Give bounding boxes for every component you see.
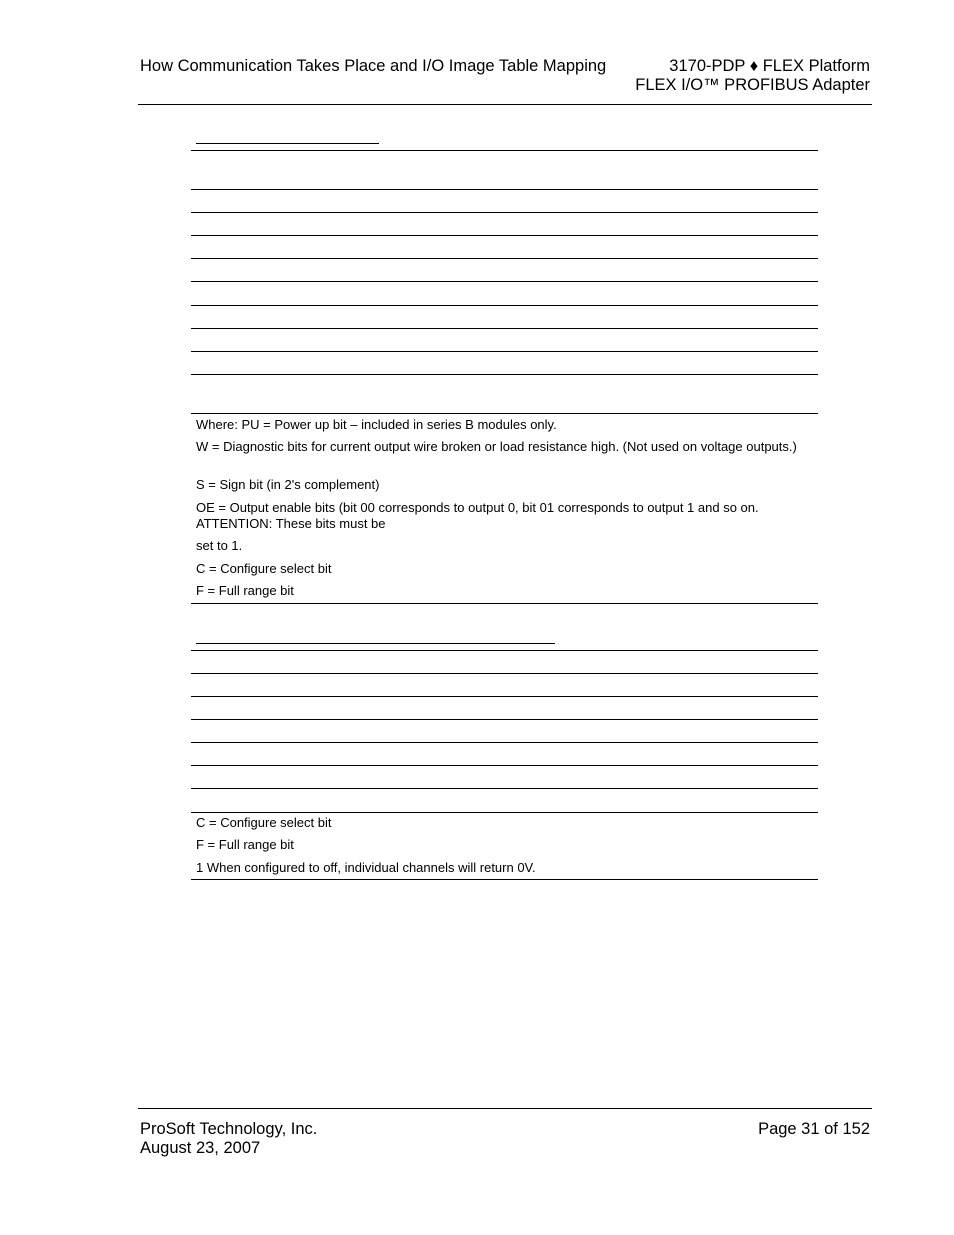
table-2-rule — [191, 673, 818, 674]
header-rule — [138, 104, 872, 105]
table-2-rule — [191, 742, 818, 743]
table-1-rule — [191, 305, 818, 306]
table-1-rule — [191, 281, 818, 282]
table-1-rule — [191, 351, 818, 352]
table-1-rule — [191, 413, 818, 414]
footer-date: August 23, 2007 — [140, 1139, 261, 1157]
table-2-note: 1 When configured to off, individual channels will return 0V. — [196, 860, 536, 875]
table-1-note: C = Configure select bit — [196, 561, 332, 576]
table-1-rule — [191, 374, 818, 375]
table-1-note: Where: PU = Power up bit – included in series B modules only. — [196, 417, 557, 432]
header-product-line2: FLEX I/O™ PROFIBUS Adapter — [635, 76, 870, 94]
header-product-line1: 3170-PDP ♦ FLEX Platform — [669, 57, 870, 75]
table-1-title-underline — [196, 143, 379, 144]
table-2-rule — [191, 696, 818, 697]
table-2-rule — [191, 765, 818, 766]
table-1-note: W = Diagnostic bits for current output wire broken or load resistance high. (Not used on voltage outputs.) — [196, 439, 797, 454]
table-2-rule — [191, 650, 818, 651]
table-2-bottom-rule — [191, 879, 818, 880]
table-2-note: F = Full range bit — [196, 837, 294, 852]
table-1-note: set to 1. — [196, 538, 243, 553]
table-2-rule — [191, 812, 818, 813]
footer-rule — [138, 1108, 872, 1109]
table-1-rule — [191, 189, 818, 190]
table-1-rule — [191, 235, 818, 236]
table-1-rule — [191, 212, 818, 213]
table-2-rule — [191, 788, 818, 789]
table-1-bottom-rule — [191, 603, 818, 604]
table-2-rule — [191, 719, 818, 720]
table-1-note: F = Full range bit — [196, 583, 294, 598]
table-1-rule — [191, 150, 818, 151]
table-1-rule — [191, 328, 818, 329]
table-1-note: OE = Output enable bits (bit 00 corresponds to output 0, bit 01 corresponds to output 1 and so on. ATTENTION: These bits must be — [196, 500, 759, 531]
table-2-note: C = Configure select bit — [196, 815, 332, 830]
footer-company: ProSoft Technology, Inc. — [140, 1120, 318, 1138]
table-1-note: S = Sign bit (in 2's complement) — [196, 477, 380, 492]
header-section-title: How Communication Takes Place and I/O Image Table Mapping — [140, 57, 607, 75]
header-product — [635, 57, 870, 95]
footer-page-number: Page 31 of 152 — [758, 1120, 870, 1138]
table-2-title-underline — [196, 643, 555, 644]
table-1-rule — [191, 258, 818, 259]
footer-company-block — [140, 1120, 317, 1158]
